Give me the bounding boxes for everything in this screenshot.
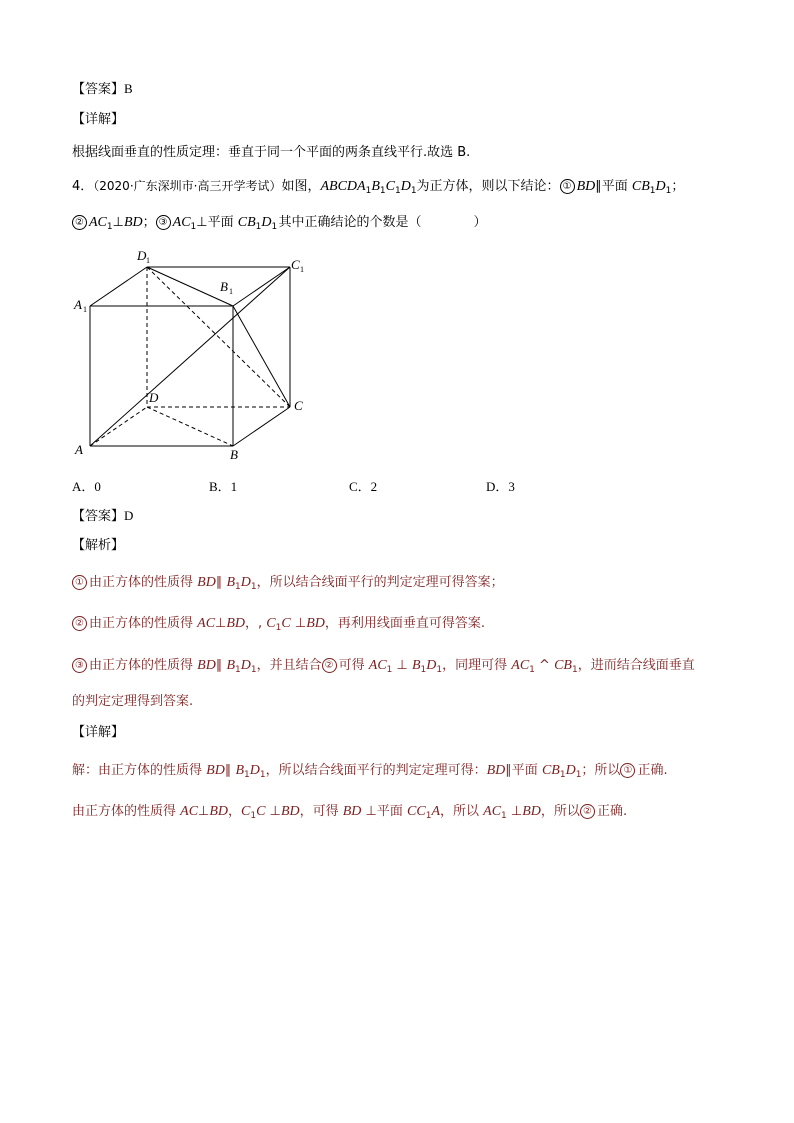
analysis-text: ，再利用线面垂直可得答案. (324, 616, 485, 631)
detail-text: ，所以 (540, 804, 580, 819)
detail-tag: 【详解】 (72, 725, 125, 740)
label-C: C (294, 398, 303, 413)
detail-text: 解：由正方体的性质得 (72, 763, 207, 778)
label-A: A (75, 442, 83, 457)
detail-text: 平面 (511, 763, 542, 778)
edge-AD (90, 407, 147, 446)
label-D1-sub: 1 (146, 256, 150, 265)
question-4-line2: ② $AC_1\perp BD$； ③ $AC_1\perp$平面 $CB_1D_1$ 其中正确结论的个数是（ ） (72, 214, 487, 232)
option-c-letter: C． (349, 479, 371, 494)
question-number: 4． (72, 179, 94, 194)
cube-name: ABCDA (320, 179, 366, 194)
option-d-letter: D． (486, 479, 509, 494)
option-a-letter: A． (72, 479, 95, 494)
question-4-line1: 4．（2020·广东深圳市·高三开学考试）如图，$ABCDA_1B_1C_1D_1$为正方体，则以下结论： ① BD∥平面 $CB_1D_1$； (72, 179, 685, 196)
label-B1: B (220, 279, 228, 294)
label-B: B (230, 447, 238, 462)
detail-text: 正确. (637, 763, 668, 778)
analysis-line-3: ③ 由正方体的性质得 BD∥ $B_1D_1$，并且结合 ② 可得 $AC_1$ ⊥ $B_1D_1$，同理可得 $AC_1$ ^ $CB_1$，进而结合线面垂直 (72, 657, 695, 675)
question-source: （2020·广东深圳市·高三开学考试） (93, 179, 282, 193)
answer-value: D (124, 508, 134, 523)
option-a-value: 0 (94, 479, 101, 494)
analysis-text: 可得 (338, 658, 369, 673)
detail-line-2: 由正方体的性质得 AC⊥BD，$C_1C$ ⊥BD，可得 BD ⊥平面 $CC_1A$，所以 $AC_1$ ⊥BD，所以 ② 正确. (72, 804, 628, 821)
label-C1-sub: 1 (300, 265, 304, 274)
perp-symbol: ⊥ (112, 215, 124, 230)
label-A1: A (74, 297, 82, 312)
detail-text: ；所以 (581, 763, 621, 778)
detail-text: ，可得 (299, 804, 343, 819)
option-c (349, 476, 377, 495)
question-end: 其中正确结论的个数是（ ） (278, 215, 487, 230)
circled-1: ① (620, 763, 635, 778)
answer-value: B (124, 81, 133, 96)
option-a (72, 476, 101, 495)
option-b-letter: B． (209, 479, 231, 494)
analysis-text: ，进而结合线面垂直 (577, 658, 695, 673)
analysis-text: 由正方体的性质得 (89, 658, 198, 673)
circled-2: ② (72, 616, 87, 631)
label-C1: C (291, 257, 300, 272)
label-D: D (149, 390, 159, 405)
label-B1-sub: 1 (229, 287, 233, 296)
detail-text: ， (228, 804, 242, 819)
detail-text: 正确. (596, 804, 628, 819)
detail-text: ，所以结合线面平行的判定定理可得： (265, 763, 487, 778)
question-stem-b: 为正方体，则以下结论： (416, 179, 560, 194)
analysis-text: ，同理可得 (442, 658, 512, 673)
analysis-text: ，, (245, 616, 267, 631)
answer-line-prev (72, 80, 133, 99)
edge-B1C1 (233, 267, 290, 306)
line-D1C (147, 267, 290, 407)
detail-tag-prev: 【详解】 (72, 112, 125, 127)
circled-2: ② (580, 804, 595, 819)
circled-1: ① (560, 179, 575, 194)
label-D1: D (137, 248, 147, 263)
option-b (209, 476, 237, 495)
option-c-value: 2 (370, 479, 378, 494)
circled-3: ③ (72, 658, 87, 673)
analysis-line-2: ② 由正方体的性质得 AC⊥BD，, $C_1C$ ⊥BD，再利用线面垂直可得答案. (72, 615, 485, 633)
answer-tag: 【答案】 (72, 509, 125, 524)
parallel-plane: ∥平面 (595, 179, 632, 194)
edge-BC (233, 407, 290, 446)
line-DB (147, 407, 233, 446)
circled-2: ② (322, 658, 337, 673)
circled-3: ③ (156, 215, 171, 230)
option-d (486, 476, 515, 495)
detail-line-1: 解：由正方体的性质得 BD∥ $B_1D_1$，所以结合线面平行的判定定理可得：BD∥平面 $CB_1D_1$；所以 ① 正确. (72, 763, 668, 780)
analysis-line-4: 的判定定理得到答案. (72, 694, 194, 709)
detail-text: 由正方体的性质得 (72, 804, 181, 819)
analysis-text: 由正方体的性质得 (89, 616, 198, 631)
line-AC1 (90, 267, 290, 446)
label-A1-sub: 1 (83, 305, 87, 314)
circled-2: ② (72, 215, 87, 230)
line-B1C (233, 306, 290, 407)
analysis-text: ，所以结合线面平行的判定定理可得答案； (256, 575, 504, 590)
detail-text-prev: 根据线面垂直的性质定理：垂直于同一个平面的两条直线平行.故选 B. (72, 145, 471, 160)
edge-A1D1 (90, 267, 147, 306)
answer-line (72, 507, 133, 526)
option-b-value: 1 (230, 479, 238, 494)
analysis-text: ，并且结合 (256, 658, 322, 673)
detail-text: 平面 (376, 804, 408, 819)
option-d-value: 3 (508, 479, 515, 494)
circled-1: ① (72, 575, 87, 590)
question-stem-a: 如图， (281, 179, 321, 194)
perp-plane: ⊥平面 (196, 215, 238, 230)
analysis-line-1: ① 由正方体的性质得 BD∥ $B_1D_1$，所以结合线面平行的判定定理可得答案； (72, 574, 504, 592)
cube-figure (70, 245, 320, 465)
answer-tag: 【答案】 (72, 82, 125, 97)
analysis-tag: 【解析】 (72, 538, 125, 553)
analysis-text: 由正方体的性质得 (89, 575, 198, 590)
detail-text: ，所以 (440, 804, 484, 819)
